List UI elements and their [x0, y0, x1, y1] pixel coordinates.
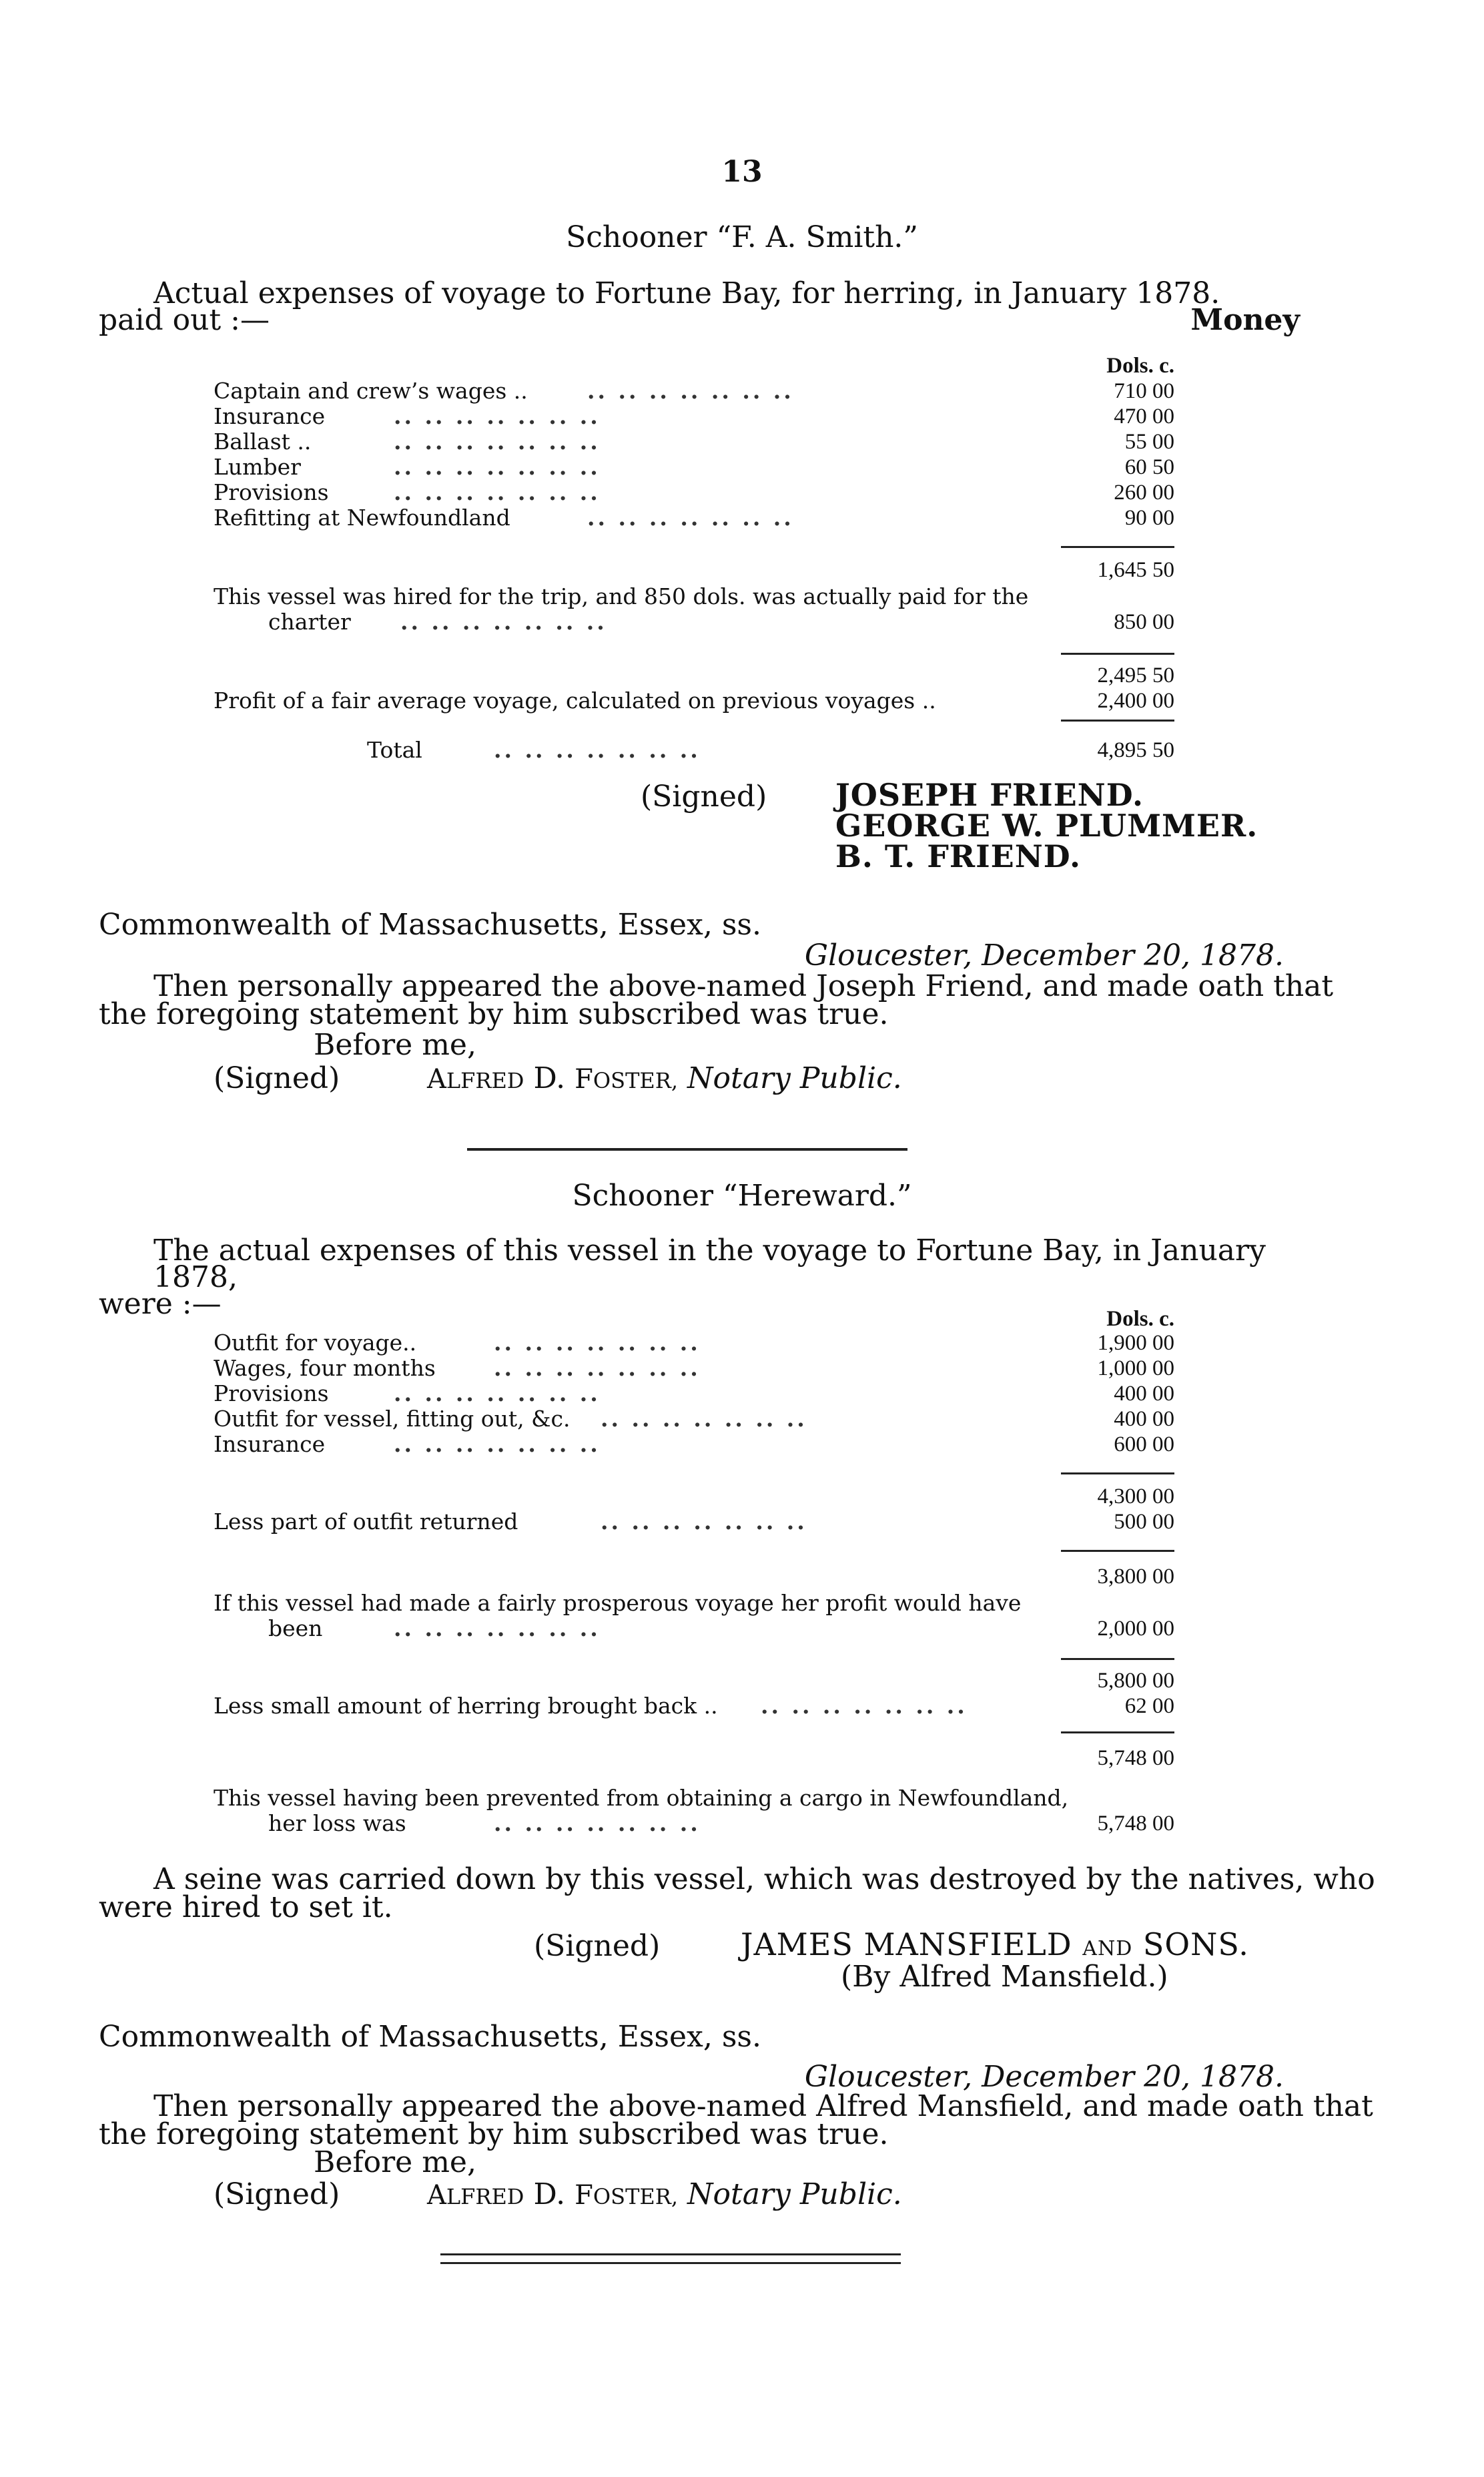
charter-row-line2: [214, 610, 1174, 634]
expense-label: Wages, four months: [214, 1355, 436, 1381]
sum-rule: [1061, 1731, 1174, 1733]
subtotal-amount: 4,300 00: [1097, 1484, 1174, 1508]
jurat-oath-line2: the foregoing statement by him subscribed was true.: [99, 2117, 889, 2151]
expense-amount: 470 00: [1114, 404, 1174, 429]
expense-row: [214, 481, 1174, 505]
profit-label: Profit of a fair average voyage, calculated on previous voyages ..: [214, 687, 936, 714]
seine-line2: were hired to set it.: [99, 1890, 393, 1924]
signed-label: (Signed): [534, 1929, 661, 1963]
expense-label: Provisions: [214, 1380, 329, 1406]
section-title-hereward: Schooner “Hereward.”: [572, 1179, 912, 1213]
section-divider: [467, 1148, 907, 1151]
signatory-name: JOSEPH FRIEND.: [835, 777, 1144, 813]
signatory-name: JAMES MANSFIELD AND SONS.: [741, 1926, 1249, 1962]
charter-text: This vessel was hired for the trip, and 850 dols. was actually paid for the: [214, 583, 1029, 609]
subtotal-row: [214, 663, 1174, 687]
dot-leader: .. .. .. .. .. .. ..: [761, 1693, 968, 1719]
jurat-oath-line1: Then personally appeared the above-named Joseph Friend, and made oath that: [153, 969, 1334, 1003]
dot-leader: .. .. .. .. .. .. ..: [394, 1431, 601, 1457]
intro-line-1-end: Money: [1190, 303, 1300, 337]
expense-label: Ballast ..: [214, 429, 312, 455]
expense-label: Insurance: [214, 403, 326, 429]
expense-amount: 400 00: [1114, 1382, 1174, 1406]
dot-leader: .. .. .. .. .. .. ..: [494, 737, 701, 763]
expense-row: [214, 1331, 1174, 1355]
profit-text: If this vessel had made a fairly prosperous voyage her profit would have: [214, 1590, 1022, 1616]
expense-label: Refitting at Newfoundland: [214, 505, 510, 531]
notary-signature: ALFRED D. FOSTER, Notary Public.: [427, 2177, 902, 2211]
dot-leader: .. .. .. .. .. .. ..: [601, 1508, 807, 1535]
charter-amount: 850 00: [1114, 610, 1174, 634]
dot-leader: .. .. .. .. .. .. ..: [587, 378, 794, 404]
intro-paragraph-1: [99, 276, 1300, 337]
subtotal-row: [214, 1484, 1174, 1508]
signatory-name: B. T. FRIEND.: [835, 838, 1082, 874]
expense-amount: 60 50: [1124, 455, 1174, 479]
expense-row: [214, 1407, 1174, 1431]
less-outfit-label: Less part of outfit returned: [214, 1508, 518, 1535]
loss-text: her loss was: [268, 1810, 406, 1836]
jurat-place-date: Gloucester, December 20, 1878.: [804, 938, 1284, 973]
less-herring-label: Less small amount of herring brought back ..: [214, 1693, 718, 1719]
intro-line-2: paid out :—: [99, 303, 270, 337]
profit-row: [214, 689, 1174, 713]
sum-rule: [1061, 1550, 1174, 1552]
expense-amount: 600 00: [1114, 1432, 1174, 1456]
profit-amount: 2,400 00: [1097, 689, 1174, 713]
expense-amount: 90 00: [1124, 506, 1174, 530]
loss-text: This vessel having been prevented from obtaining a cargo in Newfoundland,: [214, 1785, 1069, 1811]
intro-line-1: The actual expenses of this vessel in the voyage to Fortune Bay, in January 1878,: [153, 1233, 1266, 1294]
seine-line1: A seine was carried down by this vessel, which was destroyed by the natives, who: [153, 1862, 1375, 1896]
expense-row: [214, 379, 1174, 403]
total-label: Total: [367, 737, 422, 763]
intro-line-2: were :—: [99, 1287, 222, 1321]
subtotal-amount: 1,645 50: [1097, 558, 1174, 582]
expense-amount: 1,900 00: [1097, 1331, 1174, 1355]
expense-row: [214, 1432, 1174, 1456]
sum-rule: [1061, 653, 1174, 655]
expense-amount: 260 00: [1114, 481, 1174, 505]
dot-leader: .. .. .. .. .. .. ..: [587, 505, 794, 531]
jurat-before-me: Before me,: [314, 2145, 476, 2179]
subtotal-row: [214, 1669, 1174, 1693]
jurat-signed-label: (Signed): [214, 2177, 340, 2211]
column-header-dols: Dols. c.: [1106, 354, 1174, 378]
subtotal-row: [214, 1565, 1174, 1589]
sum-rule: [1061, 1658, 1174, 1660]
expense-label: Captain and crew’s wages ..: [214, 378, 528, 404]
expense-row: [214, 1382, 1174, 1406]
signatory-by-line: (By Alfred Mansfield.): [841, 1960, 1168, 1994]
profit-row-line2: [214, 1617, 1174, 1641]
subtotal-row: [214, 1746, 1174, 1770]
dot-leader: .. .. .. .. .. .. ..: [394, 454, 601, 480]
expense-row: [214, 430, 1174, 454]
total-row: [214, 738, 1174, 762]
expense-label: Outfit for vessel, fitting out, &c.: [214, 1406, 571, 1432]
dot-leader: .. .. .. .. .. .. ..: [601, 1406, 807, 1432]
signatory-name: GEORGE W. PLUMMER.: [835, 808, 1258, 844]
less-outfit-row: [214, 1510, 1174, 1534]
charter-text: charter: [268, 609, 351, 635]
column-header-dols: Dols. c.: [1106, 1307, 1174, 1331]
page-number: 13: [721, 155, 763, 189]
dot-leader: .. .. .. .. .. .. ..: [494, 1330, 701, 1356]
less-herring-amount: 62 00: [1124, 1694, 1174, 1718]
dot-leader: .. .. .. .. .. .. ..: [394, 1615, 601, 1641]
expense-row: [214, 506, 1174, 530]
end-double-rule: [440, 2253, 901, 2264]
column-header-row: [214, 354, 1174, 378]
expense-row: [214, 404, 1174, 429]
jurat-venue: Commonwealth of Massachusetts, Essex, ss.: [99, 908, 761, 942]
sum-rule: [1061, 1472, 1174, 1474]
less-outfit-amount: 500 00: [1114, 1510, 1174, 1534]
dot-leader: .. .. .. .. .. .. ..: [494, 1355, 701, 1381]
jurat-signed-label: (Signed): [214, 1061, 340, 1095]
expense-row: [214, 455, 1174, 479]
expense-label: Insurance: [214, 1431, 326, 1457]
dot-leader: .. .. .. .. .. .. ..: [394, 429, 601, 455]
less-herring-row: [214, 1694, 1174, 1718]
intro-line-1: Actual expenses of voyage to Fortune Bay, for herring, in January 1878.: [153, 276, 1220, 310]
expense-row: [214, 1356, 1174, 1380]
profit-amount: 2,000 00: [1097, 1617, 1174, 1641]
dot-leader: .. .. .. .. .. .. ..: [394, 479, 601, 505]
expense-label: Provisions: [214, 479, 329, 505]
signed-label: (Signed): [641, 780, 767, 814]
loss-row-line1: [214, 1786, 1174, 1810]
jurat-oath-line2: the foregoing statement by him subscribed was true.: [99, 997, 889, 1031]
expense-amount: 55 00: [1124, 430, 1174, 454]
jurat-venue: Commonwealth of Massachusetts, Essex, ss.: [99, 2020, 761, 2054]
sum-rule: [1061, 546, 1174, 548]
dot-leader: .. .. .. .. .. .. ..: [394, 403, 601, 429]
dot-leader: .. .. .. .. .. .. ..: [400, 609, 607, 635]
expense-amount: 710 00: [1114, 379, 1174, 403]
subtotal-amount: 3,800 00: [1097, 1565, 1174, 1589]
expense-amount: 400 00: [1114, 1407, 1174, 1431]
dot-leader: .. .. .. .. .. .. ..: [494, 1810, 701, 1836]
subtotal-amount: 5,800 00: [1097, 1669, 1174, 1693]
profit-text: been: [268, 1615, 323, 1641]
loss-amount: 5,748 00: [1097, 1812, 1174, 1836]
jurat-before-me: Before me,: [314, 1028, 476, 1062]
jurat-oath-line1: Then personally appeared the above-named Alfred Mansfield, and made oath that: [153, 2089, 1373, 2123]
expense-label: Outfit for voyage..: [214, 1330, 417, 1356]
subtotal-amount: 5,748 00: [1097, 1746, 1174, 1770]
expense-label: Lumber: [214, 454, 301, 480]
column-header-row: [214, 1307, 1174, 1331]
section-title-fa-smith: Schooner “F. A. Smith.”: [566, 220, 918, 254]
notary-signature: ALFRED D. FOSTER, Notary Public.: [427, 1061, 902, 1095]
subtotal-row: [214, 558, 1174, 582]
loss-row-line2: [214, 1812, 1174, 1836]
expense-amount: 1,000 00: [1097, 1356, 1174, 1380]
dot-leader: .. .. .. .. .. .. ..: [394, 1380, 601, 1406]
sum-rule: [1061, 720, 1174, 722]
total-amount: 4,895 50: [1097, 738, 1174, 762]
charter-row-line1: [214, 585, 1174, 609]
subtotal-amount: 2,495 50: [1097, 663, 1174, 687]
jurat-place-date: Gloucester, December 20, 1878.: [804, 2060, 1284, 2094]
profit-row-line1: [214, 1591, 1174, 1615]
